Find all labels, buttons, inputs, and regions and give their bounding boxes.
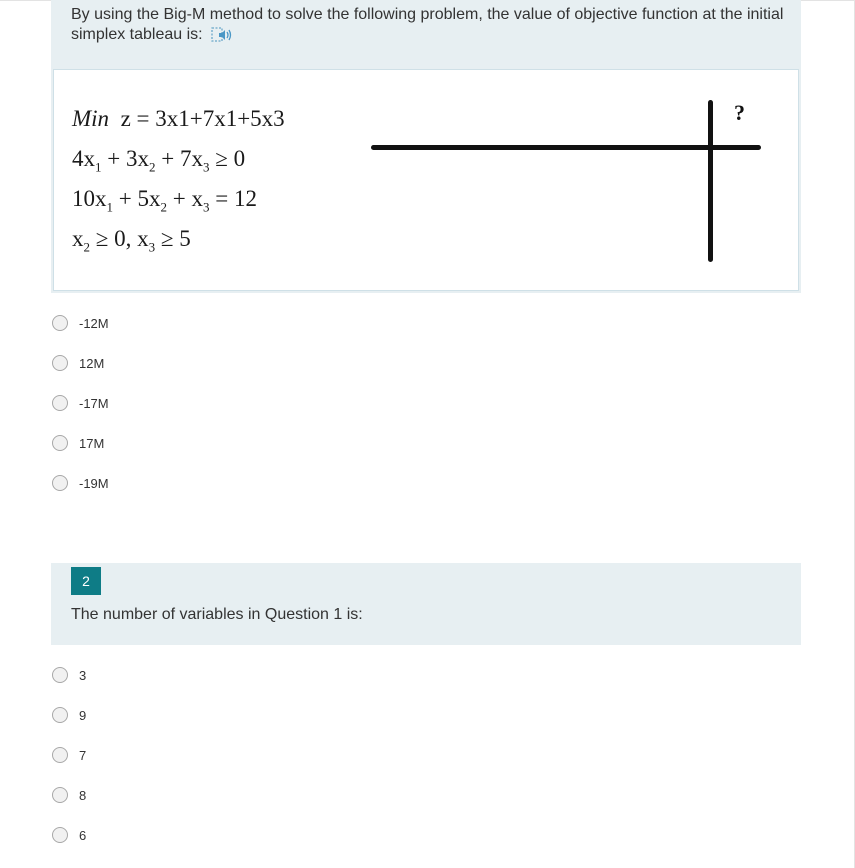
q2-option-2[interactable]	[52, 705, 86, 725]
option-label: -19M	[79, 475, 109, 491]
radio-button[interactable]	[52, 747, 68, 763]
radio-button[interactable]	[52, 787, 68, 803]
q1-option-1[interactable]	[52, 313, 109, 333]
question-2-text: The number of variables in Question 1 is:	[71, 606, 363, 623]
option-label: 17M	[79, 435, 105, 451]
radio-button[interactable]	[52, 707, 68, 723]
question-1-text	[71, 5, 791, 45]
radio-button[interactable]	[52, 355, 68, 371]
radio-button[interactable]	[52, 475, 68, 491]
option-label: 8	[79, 787, 87, 803]
option-label: 6	[79, 827, 87, 843]
option-label: 3	[79, 667, 87, 683]
q1-option-2[interactable]	[52, 353, 104, 373]
question-number-badge: 2	[71, 567, 101, 595]
objective-expression: z = 3x1+7x1+5x3	[120, 106, 285, 131]
q1-option-5[interactable]	[52, 473, 109, 493]
option-label: 9	[79, 707, 87, 723]
question-2-panel	[51, 563, 801, 645]
option-label: 7	[79, 747, 87, 763]
option-label: 12M	[79, 355, 105, 371]
q2-option-5[interactable]	[52, 825, 86, 845]
constraint-1: $4x_1 + 3x_2 + 7x_3 \ge 0$	[72, 146, 246, 175]
tableau-horizontal-line	[371, 145, 761, 150]
q2-option-3[interactable]	[52, 745, 86, 765]
constraint-2: $10x_1 + 5x_2 + x_3 = 12$	[72, 186, 257, 215]
q2-option-4[interactable]	[52, 785, 86, 805]
tableau-question-mark: ?	[734, 100, 745, 125]
radio-button[interactable]	[52, 395, 68, 411]
objective-function	[72, 106, 285, 132]
q1-option-4[interactable]	[52, 433, 104, 453]
tableau-vertical-line	[708, 100, 713, 262]
q1-option-3[interactable]	[52, 393, 109, 413]
speaker-icon[interactable]	[211, 26, 233, 44]
radio-button[interactable]	[52, 315, 68, 331]
radio-button[interactable]	[52, 827, 68, 843]
q2-option-1[interactable]	[52, 665, 86, 685]
problem-figure	[53, 69, 799, 291]
constraint-3: $x_2 \ge 0$, $x_3 \ge 5$	[72, 226, 191, 255]
option-label: -12M	[79, 315, 109, 331]
radio-button[interactable]	[52, 435, 68, 451]
question-1-prompt: By using the Big-M method to solve the following problem, the value of objective function at the initial simplex tableau is:	[71, 6, 784, 43]
option-label: -17M	[79, 395, 109, 411]
objective-label: Min	[72, 106, 110, 131]
radio-button[interactable]	[52, 667, 68, 683]
